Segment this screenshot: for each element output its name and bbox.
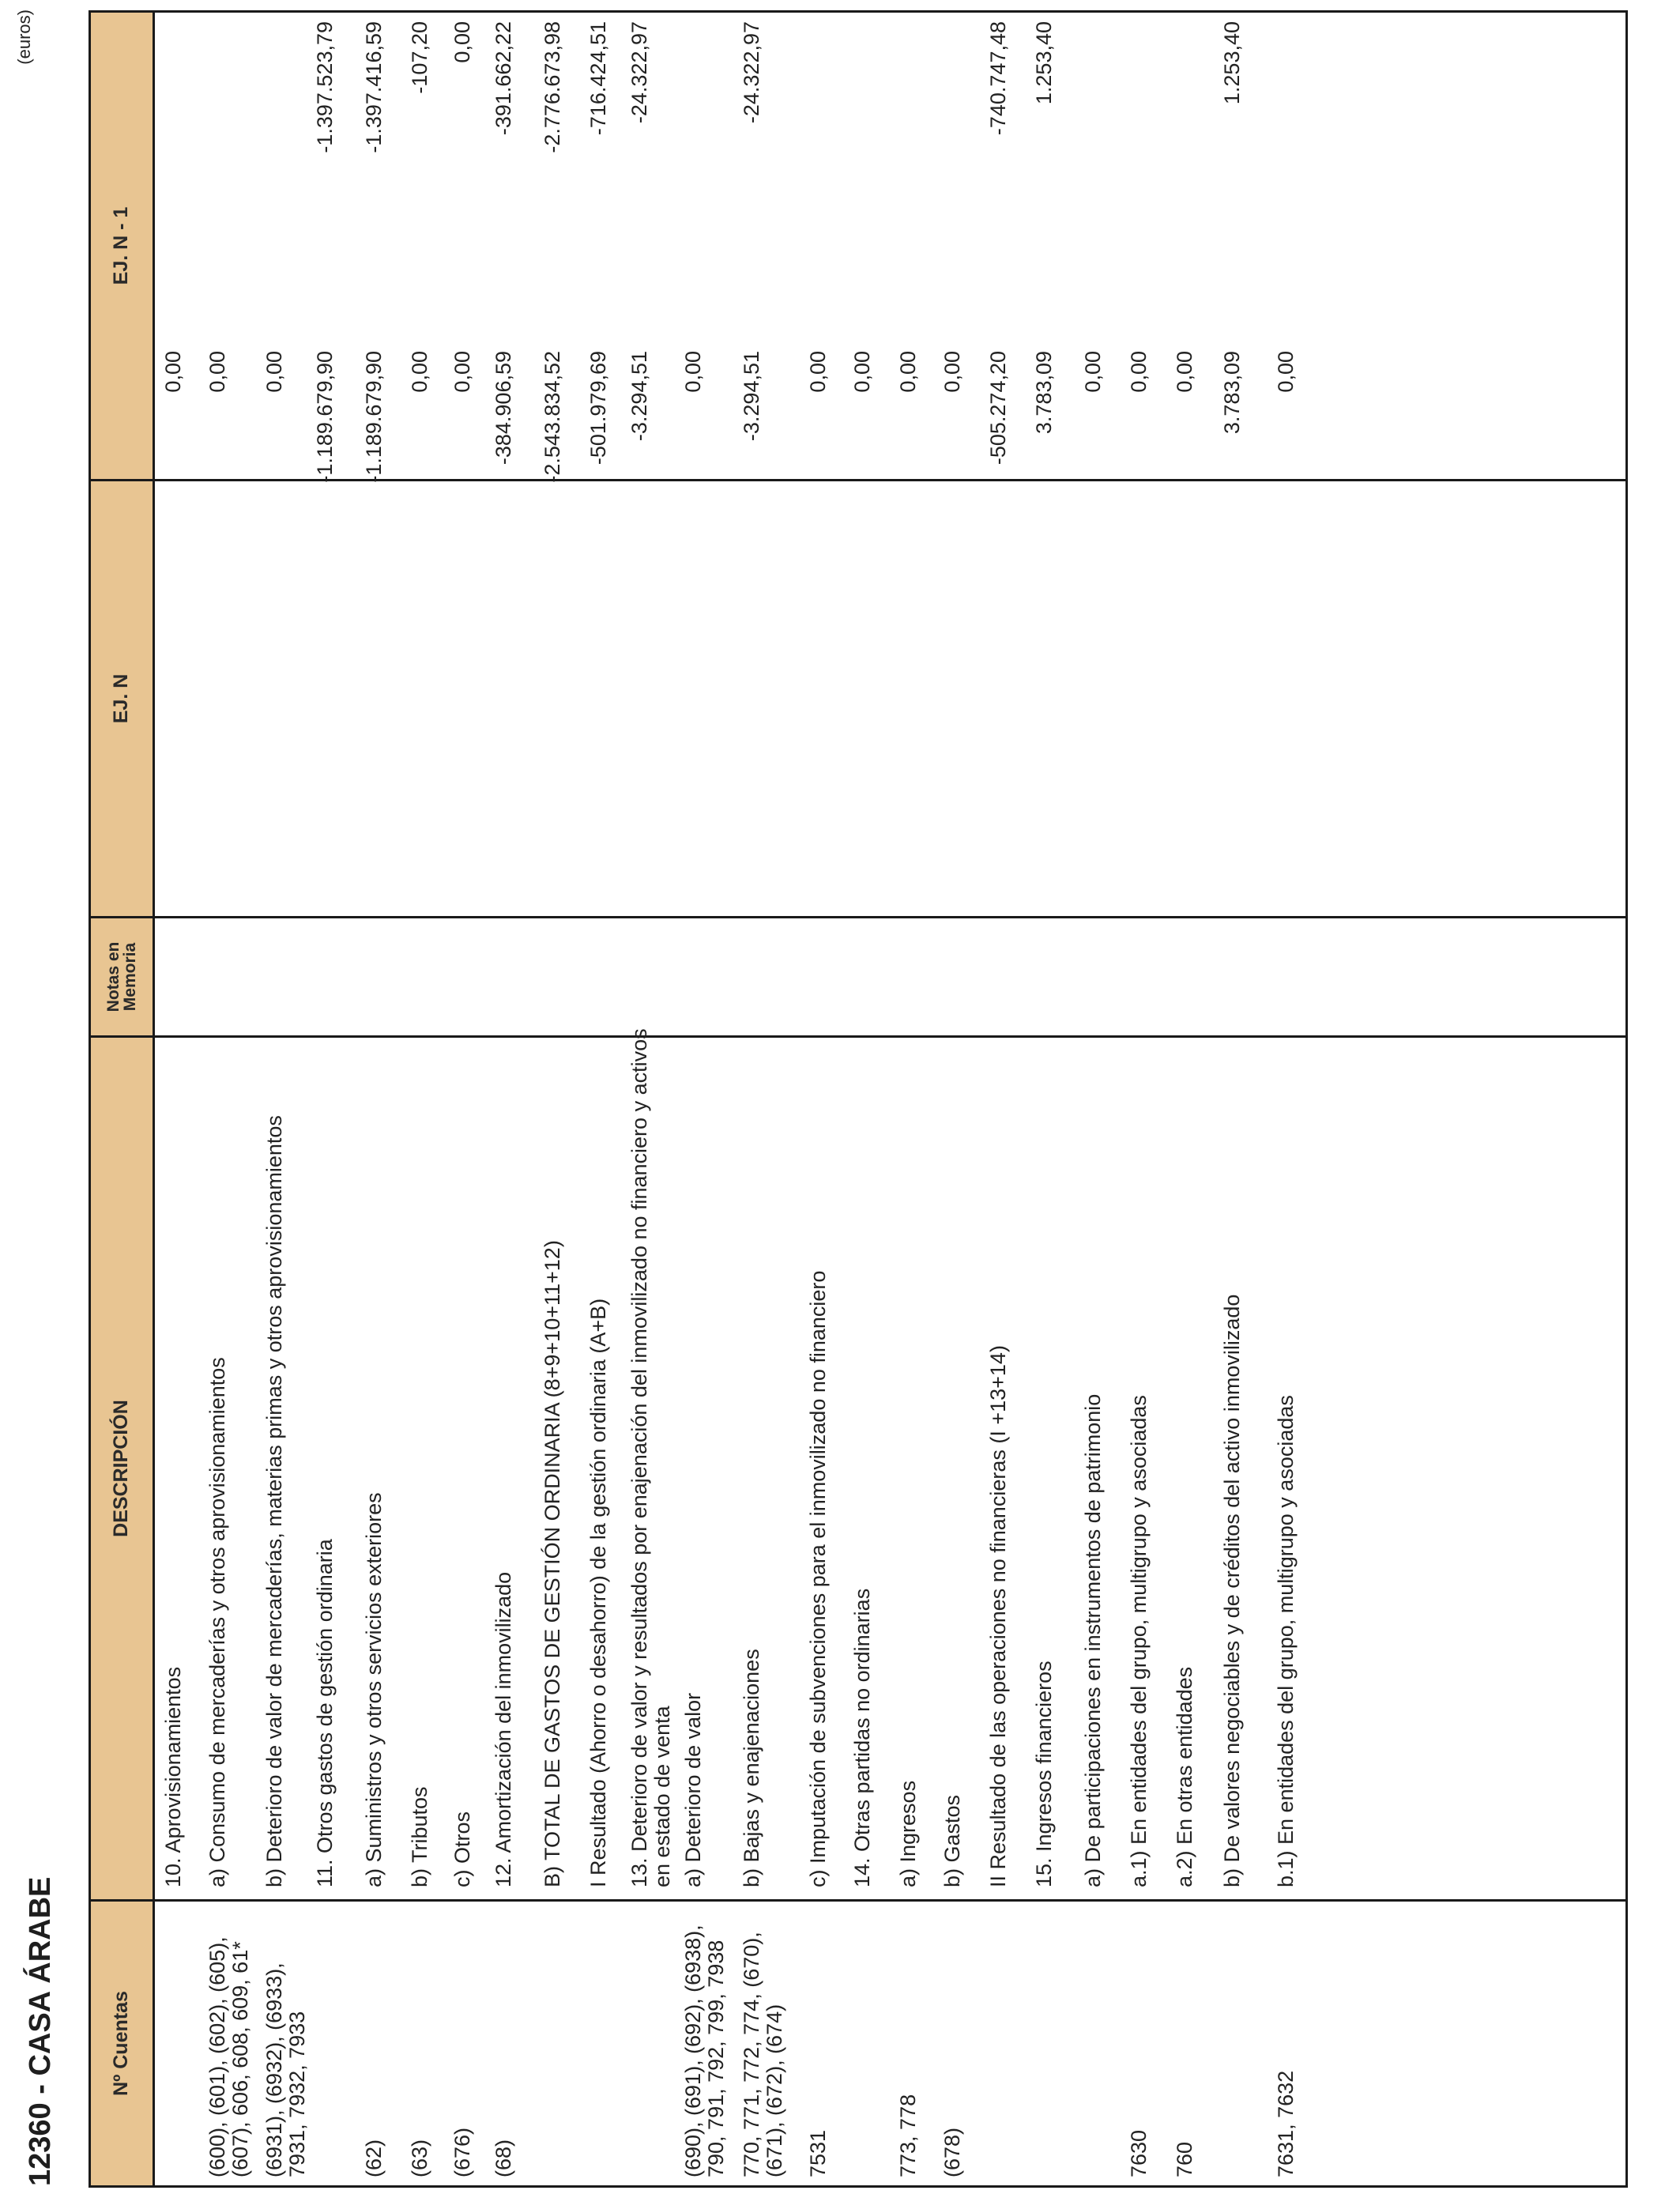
row-descripcion: a) Deterioro de valor — [681, 1692, 705, 1887]
row-ej-n: -2.543.834,52 — [541, 351, 564, 483]
row-ej-n: -1.189.679,90 — [362, 351, 386, 483]
row-cuentas: (6931), (6932), (6933), 7931, 7932, 7933 — [262, 1962, 309, 2177]
row-ej-n1: -1.397.416,59 — [362, 21, 386, 153]
row-cuentas: (676) — [450, 2127, 474, 2177]
row-descripcion: a.2) En otras entidades — [1173, 1666, 1196, 1887]
row-ej-n: -3.294,51 — [627, 351, 651, 442]
row-descripcion: b) De valores negociables y de créditos del activo inmovilizado — [1220, 1294, 1244, 1887]
row-ej-n1: -24.322,97 — [740, 21, 763, 124]
row-descripcion: b.1) En entidades del grupo, multigrupo y asociadas — [1274, 1395, 1298, 1887]
row-ej-n1: -2.776.673,98 — [541, 21, 564, 153]
row-cuentas: 760 — [1173, 2141, 1196, 2177]
row-ej-n1: 0,00 — [450, 21, 474, 63]
column-divider — [91, 1899, 1625, 1902]
row-descripcion: b) Bajas y enajenaciones — [740, 1649, 763, 1887]
row-descripcion: c) Imputación de subvenciones para el inmovilizado no financiero — [806, 1270, 830, 1887]
row-descripcion: a) De participaciones en instrumentos de patrimonio — [1081, 1393, 1105, 1887]
header-ej-n1: EJ. N - 1 — [110, 206, 133, 285]
row-ej-n1: -740.747,48 — [986, 21, 1010, 136]
row-ej-n: 0,00 — [408, 351, 431, 393]
page-title: 12360 - CASA ÁRABE — [24, 1876, 57, 2186]
row-ej-n: 0,00 — [1081, 351, 1105, 393]
row-descripcion: 12. Amortización del inmovilizado — [492, 1571, 515, 1887]
row-ej-n1: -716.424,51 — [586, 21, 610, 136]
row-ej-n1: 1.253,40 — [1032, 21, 1056, 105]
row-ej-n: 0,00 — [806, 351, 830, 393]
row-cuentas: (690), (691), (692), (6938), 790, 791, 792, 799, 7938 — [681, 1924, 728, 2177]
row-descripcion: b) Gastos — [940, 1794, 964, 1887]
row-ej-n: -384.906,59 — [492, 351, 515, 466]
row-cuentas: (600), (601), (602), (605), (607), 606, 608, 609, 61* — [205, 1936, 252, 2177]
row-ej-n1: -391.662,22 — [492, 21, 515, 136]
row-cuentas: (678) — [940, 2127, 964, 2177]
row-ej-n: -3.294,51 — [740, 351, 763, 442]
row-descripcion: b) Tributos — [408, 1786, 431, 1887]
row-descripcion: 15. Ingresos financieros — [1032, 1661, 1056, 1887]
row-descripcion: b) Deterioro de valor de mercaderías, materias primas y otros aprovisionamientos — [262, 1115, 286, 1887]
row-ej-n: 0,00 — [161, 351, 185, 393]
table-header — [91, 13, 155, 2185]
row-ej-n: 0,00 — [896, 351, 920, 393]
row-ej-n: 0,00 — [1173, 351, 1196, 393]
row-descripcion: 10. Aprovisionamientos — [161, 1666, 185, 1887]
row-descripcion: a) Ingresos — [896, 1780, 920, 1887]
row-cuentas: (68) — [492, 2139, 515, 2177]
row-descripcion: 13. Deterioro de valor y resultados por enajenación del inmovilizado no financiero y activos en estado de venta — [627, 1028, 674, 1887]
row-cuentas: 7630 — [1127, 2129, 1151, 2177]
row-descripcion: B) TOTAL DE GASTOS DE GESTIÓN ORDINARIA (8+9+10+11+12) — [541, 1240, 564, 1887]
row-cuentas: 770, 771, 772, 774, (670), (671), (672), (674) — [740, 1932, 786, 2177]
row-cuentas: 7631, 7632 — [1274, 2070, 1298, 2177]
row-descripcion: a) Consumo de mercaderías y otros aprovisionamientos — [205, 1357, 229, 1887]
row-ej-n: 0,00 — [850, 351, 874, 393]
column-divider — [91, 916, 1625, 918]
header-descripcion: DESCRIPCIÓN — [110, 1400, 133, 1537]
row-ej-n: 0,00 — [262, 351, 286, 393]
currency-unit: (euros) — [14, 9, 34, 65]
row-ej-n: 0,00 — [940, 351, 964, 393]
row-cuentas: (63) — [408, 2139, 431, 2177]
row-ej-n1: -24.322,97 — [627, 21, 651, 124]
row-ej-n: 3.783,09 — [1220, 351, 1244, 435]
row-descripcion: I Resultado (Ahorro o desahorro) de la gestión ordinaria (A+B) — [586, 1298, 610, 1887]
row-ej-n: 0,00 — [1127, 351, 1151, 393]
row-ej-n: 0,00 — [205, 351, 229, 393]
row-ej-n: 0,00 — [681, 351, 705, 393]
row-descripcion: 11. Otros gastos de gestión ordinaria — [313, 1539, 337, 1887]
row-ej-n: 3.783,09 — [1032, 351, 1056, 435]
row-descripcion: a) Suministros y otros servicios exteriores — [362, 1492, 386, 1887]
row-descripcion: a.1) En entidades del grupo, multigrupo y asociadas — [1127, 1395, 1151, 1887]
row-ej-n1: -1.397.523,79 — [313, 21, 337, 153]
row-cuentas: 773, 778 — [896, 2094, 920, 2177]
row-cuentas: (62) — [362, 2139, 386, 2177]
row-ej-n: -1.189.679,90 — [313, 351, 337, 483]
row-ej-n: -501.979,69 — [586, 351, 610, 466]
row-descripcion: II Resultado de las operaciones no financieras (I +13+14) — [986, 1345, 1010, 1887]
row-ej-n: 0,00 — [1274, 351, 1298, 393]
row-ej-n1: 1.253,40 — [1220, 21, 1244, 105]
header-ej-n: EJ. N — [110, 673, 133, 724]
row-descripcion: 14. Otras partidas no ordinarias — [850, 1588, 874, 1887]
results-table — [89, 10, 1628, 2188]
row-ej-n1: -107,20 — [408, 21, 431, 94]
header-cuentas: Nº Cuentas — [110, 1991, 133, 2096]
row-ej-n: 0,00 — [450, 351, 474, 393]
row-ej-n: -505.274,20 — [986, 351, 1010, 466]
row-descripcion: c) Otros — [450, 1811, 474, 1887]
header-notas: Notas en Memoria — [104, 941, 139, 1012]
row-cuentas: 7531 — [806, 2129, 830, 2177]
